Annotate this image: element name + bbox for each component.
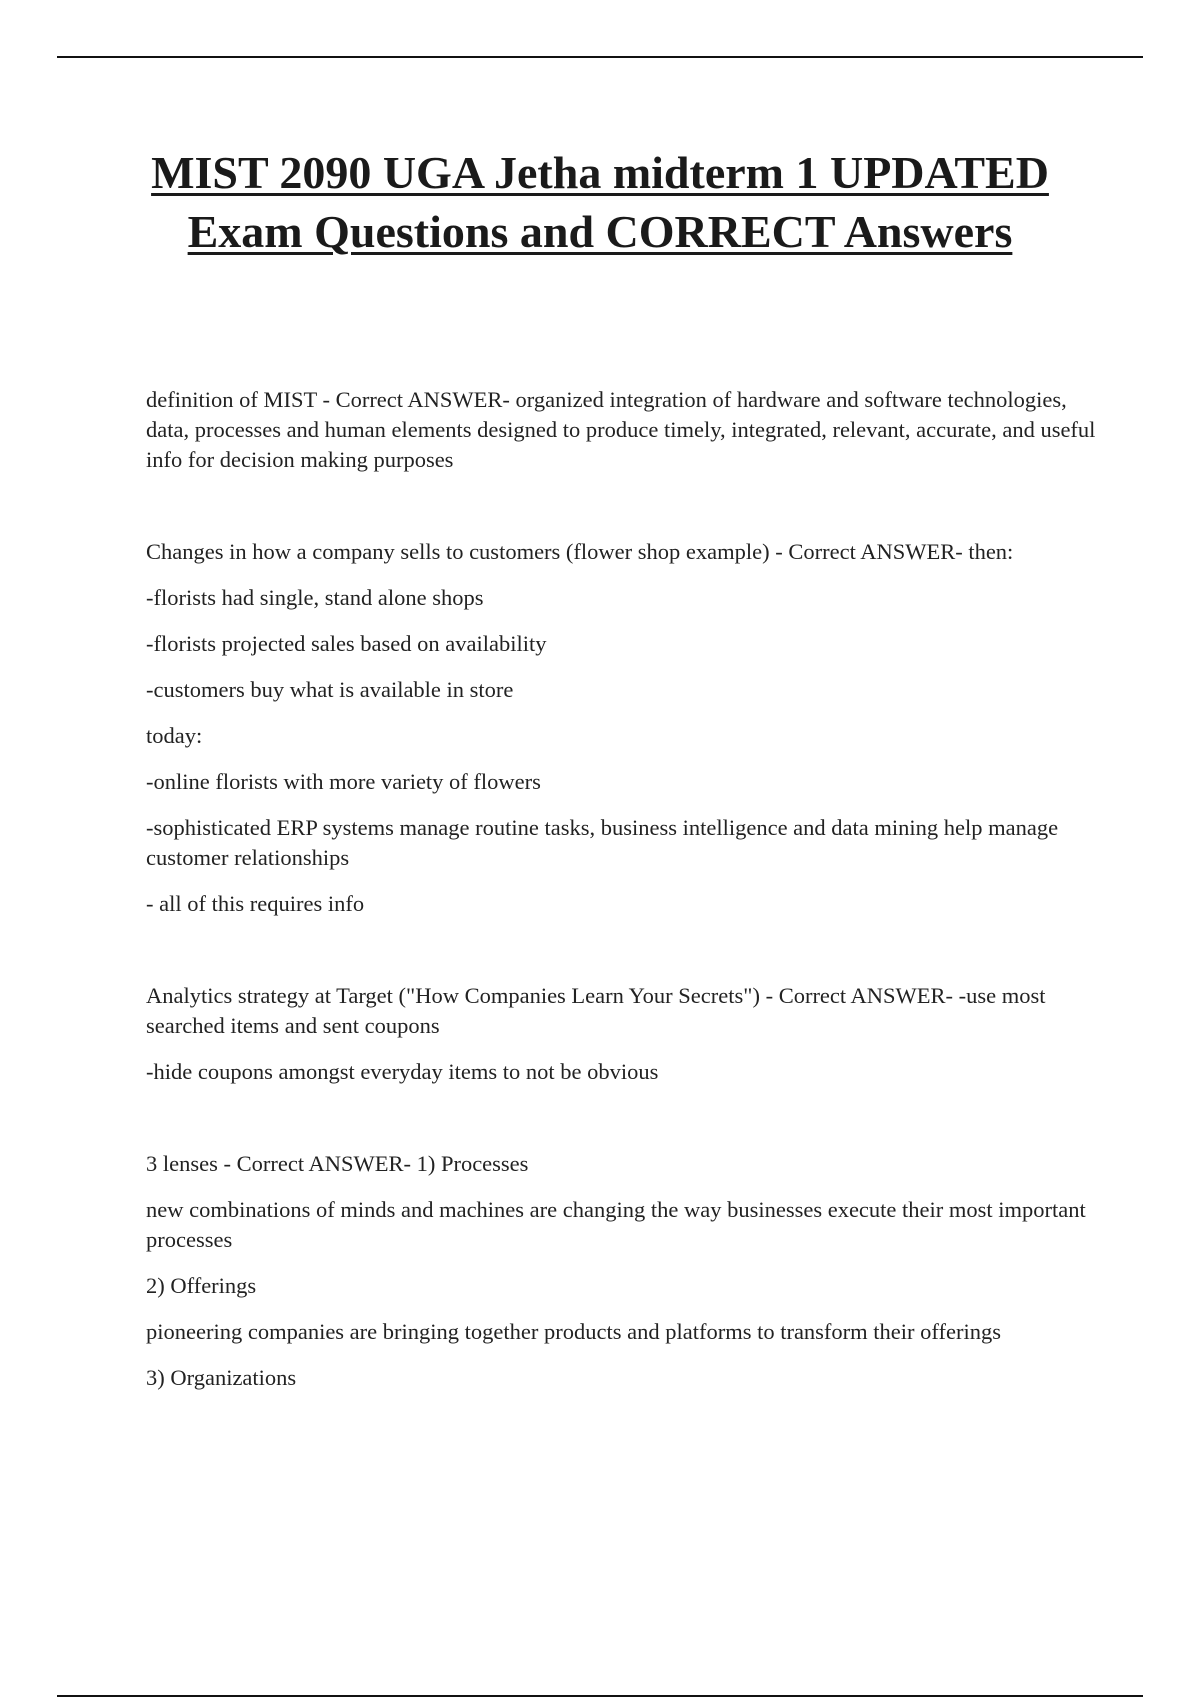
qa-paragraph: - all of this requires info bbox=[146, 891, 365, 916]
qa-paragraph: 3 lenses - Correct ANSWER- 1) Processes bbox=[146, 1151, 529, 1176]
qa-paragraph: -customers buy what is available in store bbox=[146, 677, 514, 702]
top-rule bbox=[57, 56, 1143, 58]
qa-paragraph: Changes in how a company sells to customers (flower shop example) - Correct ANSWER- then: bbox=[146, 539, 1014, 564]
qa-paragraph: -florists projected sales based on availability bbox=[146, 631, 547, 656]
qa-paragraph: definition of MIST - Correct ANSWER- organized integration of hardware and software technologies, data, processes and human elements designed to produce timely, integrated, relevant, accurate, and useful info for decision making purposes bbox=[146, 387, 1096, 472]
qa-entry-definition-of-mist bbox=[146, 385, 1106, 475]
qa-paragraph: -florists had single, stand alone shops bbox=[146, 585, 484, 610]
qa-entry-target-analytics bbox=[146, 981, 1106, 1087]
qa-paragraph: pioneering companies are bringing together products and platforms to transform their offerings bbox=[146, 1319, 1001, 1344]
qa-paragraph: today: bbox=[146, 723, 203, 748]
document-title-text: MIST 2090 UGA Jetha midterm 1 UPDATED Exam Questions and CORRECT Answers bbox=[151, 147, 1049, 257]
document-title bbox=[100, 143, 1100, 261]
qa-entry-flower-shop bbox=[146, 537, 1106, 919]
qa-paragraph: -hide coupons amongst everyday items to not be obvious bbox=[146, 1059, 659, 1084]
qa-paragraph: Analytics strategy at Target ("How Companies Learn Your Secrets") - Correct ANSWER- -use most searched items and sent coupons bbox=[146, 983, 1046, 1038]
qa-paragraph: -sophisticated ERP systems manage routine tasks, business intelligence and data mining help manage customer relationships bbox=[146, 815, 1059, 870]
qa-paragraph: 2) Offerings bbox=[146, 1273, 257, 1298]
qa-paragraph: 3) Organizations bbox=[146, 1365, 297, 1390]
document-body bbox=[146, 385, 1106, 1455]
bottom-rule bbox=[57, 1695, 1143, 1697]
qa-entry-three-lenses bbox=[146, 1149, 1106, 1393]
qa-paragraph: -online florists with more variety of flowers bbox=[146, 769, 541, 794]
qa-paragraph: new combinations of minds and machines are changing the way businesses execute their most important processes bbox=[146, 1197, 1086, 1252]
